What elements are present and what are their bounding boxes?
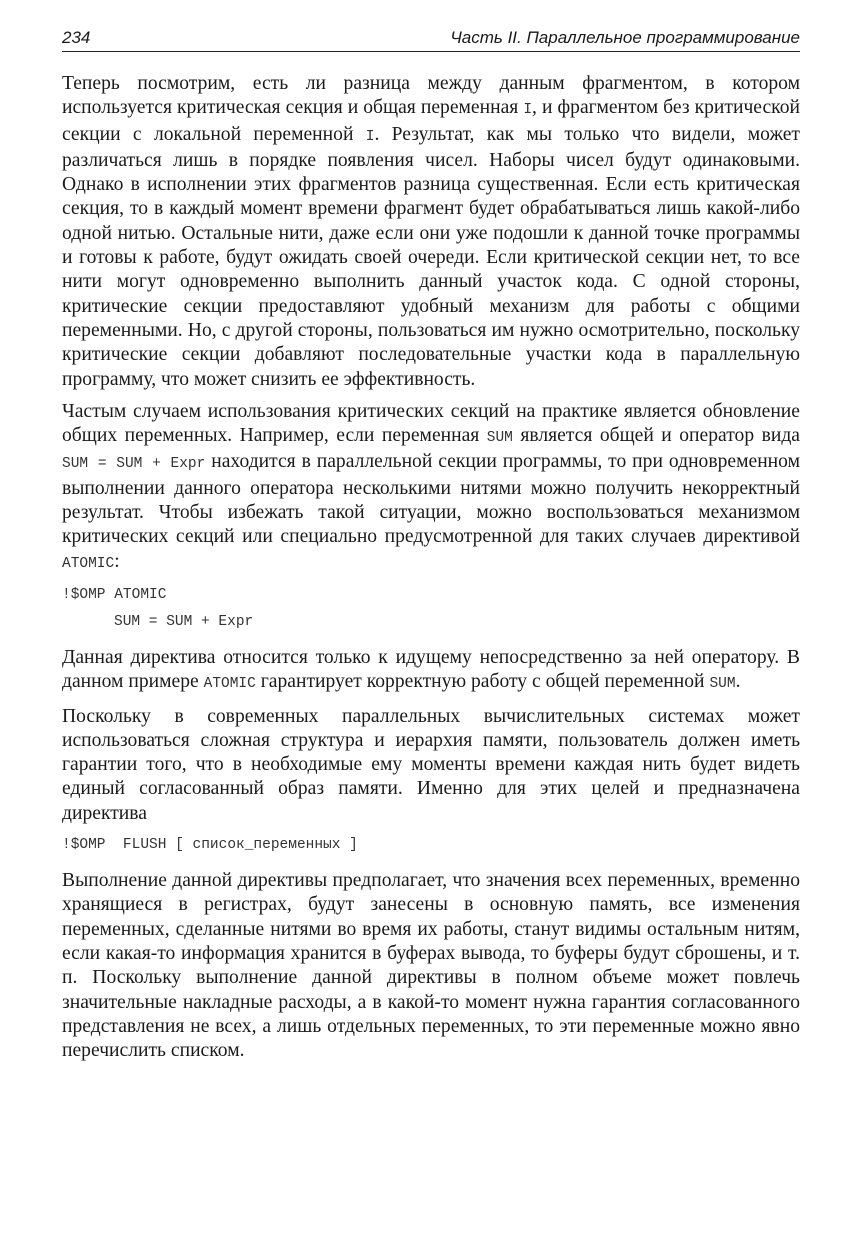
code-block-atomic: [62, 582, 800, 636]
inline-code-sum-2: SUM: [709, 676, 736, 693]
paragraph-1-text-c: . Результат, как мы только что видели, может различаться лишь в порядке появления чисел. Наборы чисел будут одинаковыми. Однако в исполнении этих фрагментов разница существенная. Если есть критическая секция, то в каждый момент времени фрагмент будет обрабатываться лишь какой-либо одной нитью. Остальные нити, даже если они уже подошли к данной точке программы и готовы к работе, будут ожидать своей очереди. Если критической секции нет, то все нити могут одновременно выполнить данный участок кода. С одной стороны, критические секции предоставляют удобный механизм для работы с общими переменными. Но, с другой стороны, пользоваться им нужно осмотрительно, поскольку критические секции добавляют последовательные участки кода в параллельную программу, что может снизить ее эффективность.: [62, 123, 800, 390]
code-line-flush-directive: !$OMP FLUSH [ список_переменных ]: [62, 837, 358, 854]
paragraph-3-text-a: Данная директива относится только к идущему непосредственно за ней оператору. В данном примере: [62, 646, 800, 693]
paragraph-5: Выполнение данной директивы предполагает, что значения всех переменных, временно хранящиеся в регистрах, будут занесены в основную память, все изменения переменных, сделанные нитями во время их работы, станут видимы остальным нитям, если какая-то информация хранится в буферах вывода, то буферы будут сброшены, и т. п. Поскольку выполнение данной директивы в полном объеме может повлечь значительные накладные расходы, а в какой-то момент нужна гарантия согласованного представления не всех, а лишь отдельных переменных, то эти переменные можно явно перечислить списком.: [62, 870, 800, 1062]
paragraph-3: [62, 646, 800, 697]
inline-code-sum: SUM: [486, 430, 513, 447]
running-head: [62, 28, 800, 52]
inline-code-atomic-2: ATOMIC: [203, 676, 256, 693]
paragraph-2-text-d: :: [114, 550, 120, 572]
paragraph-2-text-b: является общей и оператор вида: [512, 425, 800, 447]
paragraph-2-text-a: Частым случаем использования критических секций на практике является обновление общих переменных. Например, если переменная: [62, 400, 800, 447]
inline-code-sum-expr: SUM = SUM + Expr: [62, 456, 206, 473]
code-line-atomic-directive: !$OMP ATOMIC: [62, 586, 167, 603]
inline-code-i-shared: I: [523, 102, 533, 119]
paragraph-1-text-a: Теперь посмотрим, есть ли разница между данным фрагментом, в котором используется критическая секция и общая переменная: [62, 73, 800, 119]
paragraph-1-text-b: , и фрагментом без критической секции с локальной переменной: [62, 97, 800, 145]
running-title: Часть II. Параллельное программирование: [450, 28, 800, 47]
inline-code-atomic: ATOMIC: [62, 555, 115, 572]
code-line-sum-statement: SUM = SUM + Expr: [114, 613, 254, 630]
paragraph-3-text-b: гарантирует корректную работу с общей переменной: [255, 671, 710, 693]
paragraph-3-text-c: .: [735, 671, 741, 693]
paragraph-2-text-c: находится в параллельной секции программы, то при одновременном выполнении данного оператора несколькими нитями можно получить некорректный результат. Чтобы избежать такой ситуации, можно воспользоваться механизмом критических секций или специально предусмотренной для таких случаев директивой: [62, 451, 800, 548]
paragraph-2: [62, 400, 800, 576]
page-number: 234: [62, 28, 91, 47]
code-block-flush: [62, 832, 800, 859]
paragraph-4: Поскольку в современных параллельных вычислительных системах может использоваться сложная структура и иерархия памяти, пользователь должен иметь гарантии того, что в необходимые ему моменты времени каждая нить будет видеть единый согласованный образ памяти. Именно для этих целей и предназначена директива: [62, 705, 800, 824]
inline-code-i-local: I: [365, 128, 375, 145]
page-content: [62, 72, 800, 1063]
paragraph-1: [62, 72, 800, 392]
